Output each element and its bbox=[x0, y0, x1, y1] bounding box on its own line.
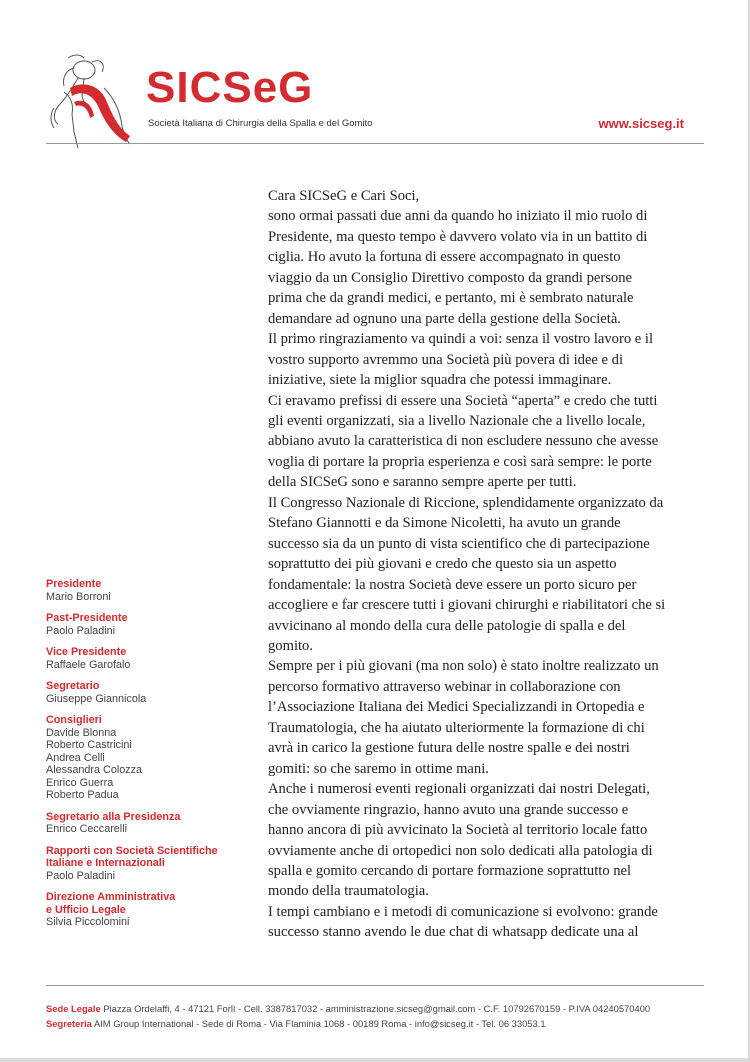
letter-line: mondo della traumatologia. bbox=[268, 883, 429, 900]
footer-divider bbox=[46, 985, 704, 986]
board-role-title: Segretario alla Presidenza bbox=[46, 810, 181, 823]
board-member-name: Paolo Paladini bbox=[46, 624, 116, 637]
letter-line: Il Congresso Nazionale di Riccione, splendidamente organizzato da bbox=[268, 494, 664, 511]
page-edge-bottom bbox=[0, 1058, 750, 1062]
board-role-title: Direzione Amministrativa bbox=[46, 891, 176, 903]
letter-line: voglia di portare la propria esperienza e così sarà sempre: le porte bbox=[268, 453, 652, 470]
letter-line: soprattutto dei più giovani e credo che questo sia un aspetto bbox=[268, 556, 617, 573]
board-role-title: Italiane e Internazionali bbox=[46, 857, 165, 869]
letter-line: ovviamente anche di ortopedici non solo dedicati alla patologia di bbox=[268, 842, 653, 859]
letter-line: Cara SICSeG e Cari Soci, bbox=[268, 188, 420, 204]
board-members-list bbox=[46, 578, 246, 938]
letter-line: iniziative, siete la miglior squadra che potessi immaginare. bbox=[268, 372, 612, 389]
letter-line: gli eventi organizzati, sia a livello Nazionale che a livello locale, bbox=[268, 412, 646, 429]
letter-line: abbiano avuto la caratteristica di non escludere nessuno che avesse bbox=[268, 433, 659, 450]
footer-secretariat-line bbox=[46, 1016, 650, 1031]
board-role-title: Rapporti con Società Scientifiche bbox=[46, 844, 218, 857]
letter-line: Ci eravamo prefissi di essere una Società “aperta” e credo che tutti bbox=[268, 392, 658, 409]
letter-line: I tempi cambiano e i metodi di comunicazione si evolvono: grande bbox=[268, 903, 658, 920]
board-role bbox=[46, 891, 246, 929]
board-member-name: Andrea Celli bbox=[46, 751, 105, 764]
board-role bbox=[46, 612, 246, 637]
footer-contacts bbox=[46, 1001, 650, 1031]
board-role-title: Consiglieri bbox=[46, 714, 102, 726]
letter-line: sono ormai passati due anni da quando ho iniziato il mio ruolo di bbox=[268, 208, 648, 225]
footer-secretariat-label: Segreteria bbox=[46, 1018, 92, 1029]
board-role-title: e Ufficio Legale bbox=[46, 903, 126, 916]
letter-line: Sempre per i più giovani (ma non solo) è stato inoltre realizzato un bbox=[268, 658, 659, 675]
letter-line: che ovviamente ringrazio, hanno avuto una grande successo e bbox=[268, 801, 629, 818]
letter-line: avrà in carico la gestione futura delle nostre spalle e dei nostri bbox=[268, 740, 630, 757]
letter-body bbox=[268, 186, 712, 943]
letter-line: Il primo ringraziamento va quindi a voi: senza il vostro lavoro e il bbox=[268, 331, 654, 348]
letter-line: fondamentale: la nostra Società deve essere un porto sicuro per bbox=[268, 576, 637, 593]
letter-line: viaggio da un Consiglio Direttivo composto da grandi persone bbox=[268, 269, 632, 286]
footer-legal-line bbox=[46, 1001, 650, 1016]
board-role bbox=[46, 680, 246, 705]
footer-legal-label: Sede Legale bbox=[46, 1003, 101, 1014]
board-member-name: Enrico Ceccarelli bbox=[46, 823, 128, 835]
letter-line: hanno ancora di più avvicinato la Società al territorio locale fatto bbox=[268, 822, 648, 839]
footer-secretariat-text: AIM Group International - Sede di Roma - Via Flaminia 1068 - 00189 Roma - info@sicseg.it - Tel. 06 33053.1 bbox=[91, 1018, 546, 1029]
website-link[interactable]: www.sicseg.it bbox=[598, 116, 684, 131]
letter-line: successo sia da un punto di vista scientifico che di partecipazione bbox=[268, 535, 650, 552]
board-member-name: Roberto Castricini bbox=[46, 739, 132, 751]
letter-line: Anche i numerosi eventi regionali organizzati dai nostri Delegati, bbox=[268, 781, 650, 798]
letter-line: avvicinano al mondo della cura delle patologie di spalla e del bbox=[268, 617, 626, 634]
board-role-title: Presidente bbox=[46, 578, 102, 590]
board-role bbox=[46, 646, 246, 671]
logo-subtitle: Società Italiana di Chirurgia della Spalla e del Gomito bbox=[148, 118, 373, 129]
letter-line: successo stanno avendo le due chat di whatsapp dedicate una al bbox=[268, 924, 639, 941]
board-member-name: Enrico Guerra bbox=[46, 776, 114, 789]
board-member-name: Giuseppe Giannicola bbox=[46, 692, 147, 705]
board-role-title: Past-Presidente bbox=[46, 612, 128, 624]
board-role bbox=[46, 845, 246, 883]
letter-line: accogliere e far crescere tutti i giovani chirurghi e riabilitatori che si bbox=[268, 597, 666, 614]
letter-line: ciglia. Ho avuto la fortuna di essere accompagnato in questo bbox=[268, 249, 621, 266]
board-member-name: Roberto Padua bbox=[46, 789, 119, 801]
board-member-name: Mario Borroni bbox=[46, 590, 111, 603]
shoulder-skeleton-emblem-icon bbox=[44, 48, 140, 154]
header-divider bbox=[46, 143, 704, 144]
board-role bbox=[46, 578, 246, 603]
board-member-name: Raffaele Garofalo bbox=[46, 658, 131, 671]
letter-line: vostro supporto avremmo una Società più povera di idee e di bbox=[268, 351, 624, 368]
letter-line: percorso formativo attraverso webinar in collaborazione con bbox=[268, 678, 621, 695]
footer-legal-text: Piazza Ordelaffi, 4 - 47121 Forlì - Cell. 3387817032 - amministrazione.sicseg@gmail.com - C.F. 10792670159 - P.IVA 04240570400 bbox=[100, 1003, 651, 1014]
board-member-name: Alessandra Colozza bbox=[46, 764, 143, 776]
board-member-name: Silvia Piccolomini bbox=[46, 916, 130, 928]
board-role-title: Vice Presidente bbox=[46, 646, 127, 658]
letter-line: gomito. bbox=[268, 637, 313, 654]
letter-line: spalla e gomito cercando di portare formazione soprattutto nel bbox=[268, 862, 632, 879]
board-role bbox=[46, 714, 246, 802]
letter-line: Traumatologia, che ha aiutato ulteriormente la formazione di chi bbox=[268, 719, 645, 736]
letter-line: l’Associazione Italiana dei Medici Specializzandi in Ortopedia e bbox=[268, 699, 645, 716]
board-role bbox=[46, 811, 246, 836]
letter-line: Presidente, ma questo tempo è davvero volato via in un battito di bbox=[268, 228, 648, 245]
board-member-name: Davide Blonna bbox=[46, 726, 117, 739]
board-role-title: Segretario bbox=[46, 680, 100, 692]
letter-line: gomiti: so che saremo in ottime mani. bbox=[268, 760, 489, 777]
board-member-name: Paolo Paladini bbox=[46, 869, 116, 882]
logo-wordmark: SICSeG bbox=[146, 63, 314, 112]
letter-line: prima che da grandi medici, e pertanto, mi è sembrato naturale bbox=[268, 290, 634, 307]
letter-line: Stefano Giannotti e da Simone Nicoletti, ha avuto un grande bbox=[268, 515, 621, 532]
letter-line: della SICSeG sono e saranno sempre aperte per tutti. bbox=[268, 474, 577, 491]
letter-line: demandare ad ognuno una parte della gestione della Società. bbox=[268, 310, 621, 327]
